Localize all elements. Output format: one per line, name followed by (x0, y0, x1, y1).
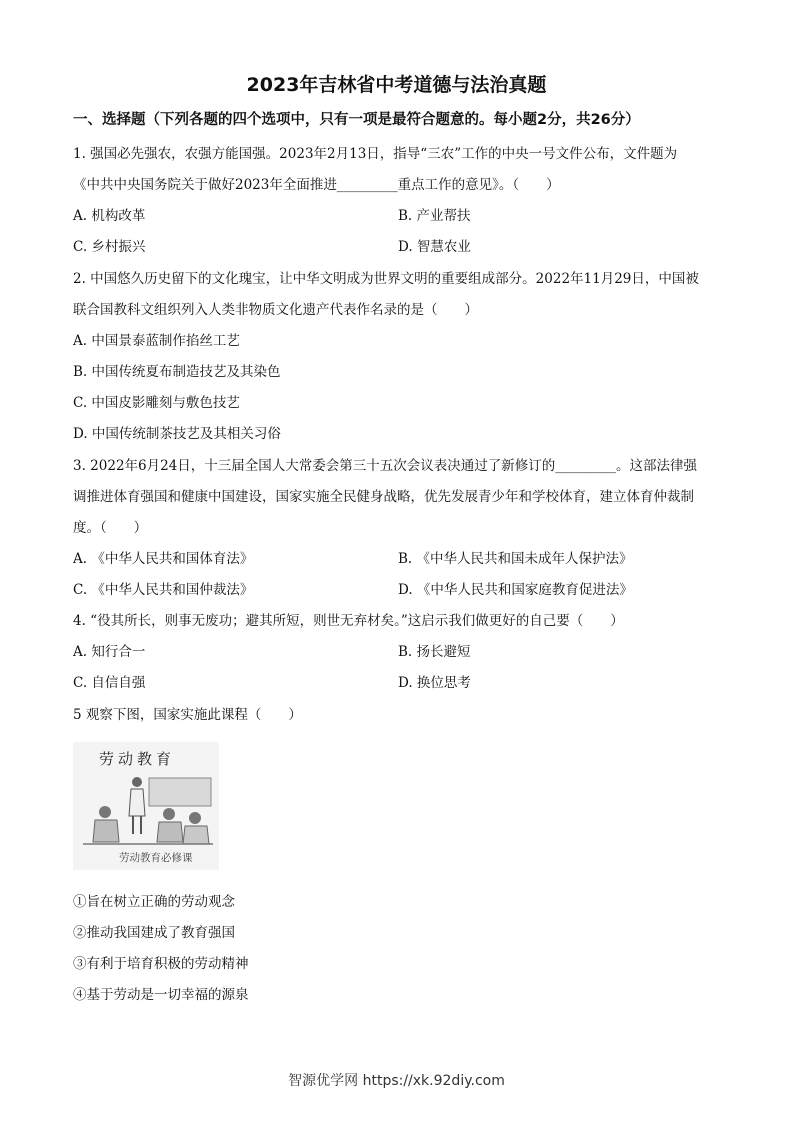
q2-option-a: A. 中国景泰蓝制作掐丝工艺 (73, 333, 240, 349)
footer-watermark: 智源优学网 https://xk.92diy.com (288, 1073, 505, 1089)
q2-line2: 联合国教科文组织列入人类非物质文化遗产代表作名录的是（ ） (73, 302, 478, 318)
q1-option-a: A. 机构改革 (73, 208, 146, 224)
q1-option-b: B. 产业帮扶 (398, 208, 471, 224)
q3-line3: 度。（ ） (73, 520, 148, 536)
q5-statement-1: ①旨在树立正确的劳动观念 (73, 894, 235, 910)
q3-option-d: D. 《中华人民共和国家庭教育促进法》 (398, 582, 633, 598)
q2-option-c: C. 中国皮影雕刻与敷色技艺 (73, 395, 240, 411)
q5-statement-2: ②推动我国建成了教育强国 (73, 925, 235, 941)
q4-line1: 4. “役其所长，则事无废功；避其所短，则世无弃材矣。”这启示我们做更好的自己要（ ） (73, 613, 624, 629)
q4-option-b: B. 扬长避短 (398, 644, 471, 660)
q3-line1: 3. 2022年6月24日，十三届全国人大常委会第三十五次会议表决通过了新修订的_________。这部法律强 (73, 458, 698, 474)
q3-option-a: A. 《中华人民共和国体育法》 (73, 551, 254, 567)
q3-option-c: C. 《中华人民共和国仲裁法》 (73, 582, 254, 598)
q5-statement-3: ③有利于培育积极的劳动精神 (73, 956, 249, 972)
q4-option-a: A. 知行合一 (73, 644, 146, 660)
q2-line1: 2. 中国悠久历史留下的文化瑰宝，让中华文明成为世界文明的重要组成部分。2022年11月29日，中国被 (73, 271, 699, 287)
q4-option-c: C. 自信自强 (73, 675, 146, 691)
section-heading: 一、选择题（下列各题的四个选项中，只有一项是最符合题意的。每小题2分，共26分） (73, 112, 640, 128)
labor-education-figure (73, 742, 219, 870)
q3-line2: 调推进体育强国和健康中国建设，国家实施全民健身战略，优先发展青少年和学校体育，建立体育仲裁制 (73, 489, 694, 505)
q4-option-d: D. 换位思考 (398, 675, 471, 691)
q1-option-d: D. 智慧农业 (398, 239, 471, 255)
figure-title: 劳动教育 (99, 750, 176, 768)
q2-option-b: B. 中国传统夏布制造技艺及其染色 (73, 364, 281, 380)
figure-caption: 劳动教育必修课 (119, 852, 193, 864)
q3-option-b: B. 《中华人民共和国未成年人保护法》 (398, 551, 633, 567)
q5-statement-4: ④基于劳动是一切幸福的源泉 (73, 987, 249, 1003)
page-title: 2023年吉林省中考道德与法治真题 (246, 74, 547, 96)
q1-option-c: C. 乡村振兴 (73, 239, 146, 255)
q5-line1: 5 观察下图，国家实施此课程（ ） (73, 707, 302, 723)
q2-option-d: D. 中国传统制茶技艺及其相关习俗 (73, 426, 281, 442)
q1-line1: 1. 强国必先强农，农强方能国强。2023年2月13日，指导“三农”工作的中央一号文件公布，文件题为 (73, 146, 678, 162)
q1-line2: 《中共中央国务院关于做好2023年全面推进_________重点工作的意见》。（ ） (73, 177, 560, 193)
